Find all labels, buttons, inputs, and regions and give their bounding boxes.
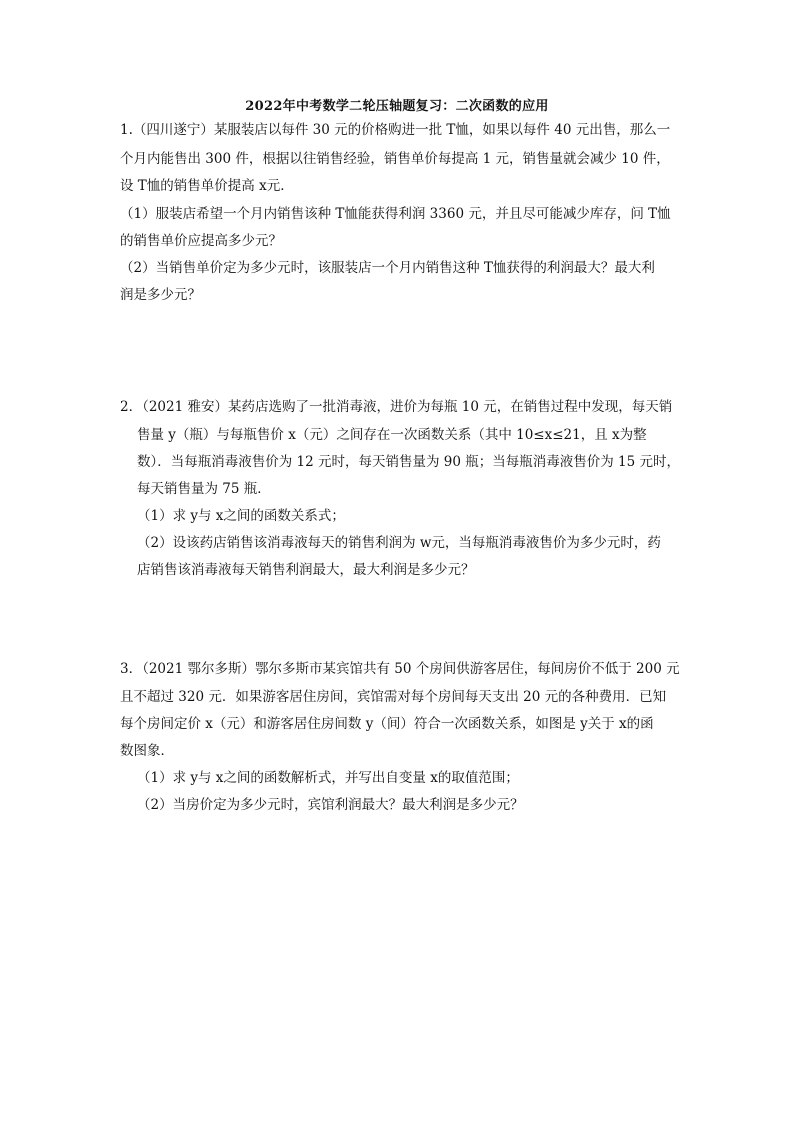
problem-3-line-4: 数图象． xyxy=(120,743,174,759)
problem-3-line-1: 3．（2021 鄂尔多斯）鄂尔多斯市某宾馆共有 50 个房间供游客居住，每间房价不低于 200 元 xyxy=(120,661,680,677)
problem-3-line-2: 且不超过 320 元．如果游客居住房间，宾馆需对每个房间每天支出 20 元的各种费用．已知 xyxy=(120,689,667,705)
problem-3-line-6: （2）当房价定为多少元时，宾馆利润最大？最大利润是多少元？ xyxy=(137,797,524,813)
problem-2-line-6: （2）设该药店销售该消毒液每天的销售利润为 w元，当每瓶消毒液售价为多少元时，药 xyxy=(137,535,661,551)
problem-1-line-6: （2）当销售单价定为多少元时，该服装店一个月内销售这种 T恤获得的利润最大？最大利 xyxy=(120,260,655,276)
problem-3-line-5: （1）求 y与 x之间的函数解析式，并写出自变量 x的取值范围； xyxy=(137,770,519,786)
problem-1-line-3: 设 T恤的销售单价提高 x元． xyxy=(120,178,294,194)
problem-1-line-4: （1）服装店希望一个月内销售该种 T恤能获得利润 3360 元，并且尽可能减少库存，问 T恤 xyxy=(120,206,671,222)
problem-2-line-5: （1）求 y与 x之间的函数关系式； xyxy=(137,508,345,524)
problem-1-line-5: 的销售单价应提高多少元？ xyxy=(120,233,282,249)
problem-1-line-1: 1.（四川遂宁）某服装店以每件 30 元的价格购进一批 T恤，如果以每件 40 元出售，那么一 xyxy=(120,122,671,138)
problem-1-line-2: 个月内能售出 300 件，根据以往销售经验，销售单价每提高 1 元，销售量就会减少 10 件， xyxy=(120,151,670,167)
problem-2-line-1: 2．（2021 雅安）某药店选购了一批消毒液，进价为每瓶 10 元，在销售过程中发现，每天销 xyxy=(120,399,673,415)
problem-3-line-3: 每个房间定价 x（元）和游客居住房间数 y（间）符合一次函数关系，如图是 y关于 x的函 xyxy=(120,716,654,732)
document-title: 2022年中考数学二轮压轴题复习：二次函数的应用 xyxy=(245,99,549,114)
problem-2-line-7: 店销售该消毒液每天销售利润最大，最大利润是多少元？ xyxy=(137,562,475,578)
problem-2-line-2: 售量 y（瓶）与每瓶售价 x（元）之间存在一次函数关系（其中 10≤x≤21，且 x为整 xyxy=(137,427,647,443)
problem-2-line-3: 数）．当每瓶消毒液售价为 12 元时，每天销售量为 90 瓶；当每瓶消毒液售价为 15 元时， xyxy=(137,454,681,470)
problem-1-line-7: 润是多少元？ xyxy=(120,287,201,303)
problem-2-line-4: 每天销售量为 75 瓶． xyxy=(137,481,271,497)
